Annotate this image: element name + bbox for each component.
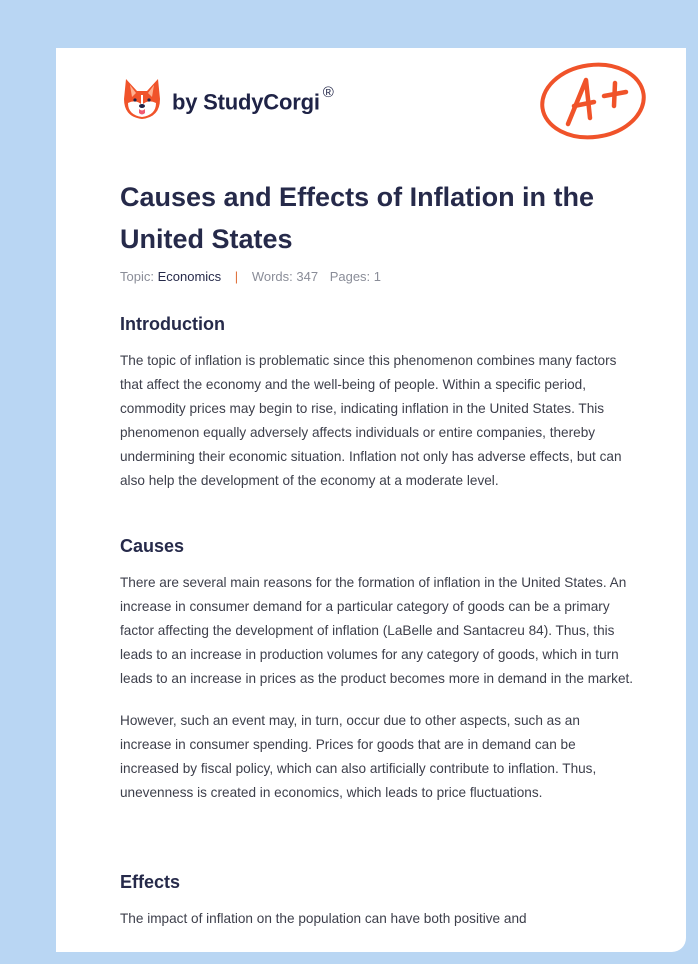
word-count: Words: 347 (251, 269, 319, 284)
page-count: Pages: 1 (329, 269, 382, 284)
paragraph: There are several main reasons for the formation of inflation in the United States. An increase in consumer demand for a particular category of goods can be a primary factor affecting the development of inflation (LaBelle and Santacreu 84). Thus, this leads to an increase in production volumes for any category of goods, which in turn leads to an increase in prices as the product becomes more in demand in the market. (120, 575, 634, 686)
studycorgi-logo[interactable] (122, 76, 334, 122)
a-plus-grade-icon (538, 58, 650, 149)
paragraph: However, such an event may, in turn, occur due to other aspects, such as an increase in consumer spending. Prices for goods that are in demand can be increased by fiscal policy, which can also artificially contribute to inflation. Thus, unevenness is created in economics, which leads to price fluctuations. (120, 713, 597, 800)
document-card (56, 48, 686, 952)
section-introduction (120, 312, 634, 493)
registered-mark: ® (322, 84, 334, 102)
brand-name: by StudyCorgi ® (172, 84, 334, 115)
paragraph: The topic of inflation is problematic since this phenomenon combines many factors that affect the economy and the well-being of people. Within a specific period, commodity prices may begin to rise, indicating inflation in the United States. This phenomenon equally adversely affects individuals or entire companies, thereby undermining their economic situation. Inflation not only has adverse effects, but can also help the development of the economy at a moderate level. (120, 353, 622, 488)
section-heading: Introduction (120, 314, 225, 334)
section-effects (120, 870, 634, 931)
section-causes (120, 534, 634, 805)
topic-label: Topic: (120, 269, 154, 284)
paragraph: The impact of inflation on the population can have both positive and (120, 911, 527, 926)
meta-separator: | (234, 269, 239, 284)
section-heading: Causes (120, 536, 185, 556)
topic-link[interactable]: Economics (157, 269, 222, 284)
section-heading: Effects (120, 872, 181, 892)
corgi-logo-icon (122, 77, 162, 121)
article-title: Causes and Effects of Inflation in the United States (120, 182, 595, 254)
article-meta (120, 269, 381, 284)
